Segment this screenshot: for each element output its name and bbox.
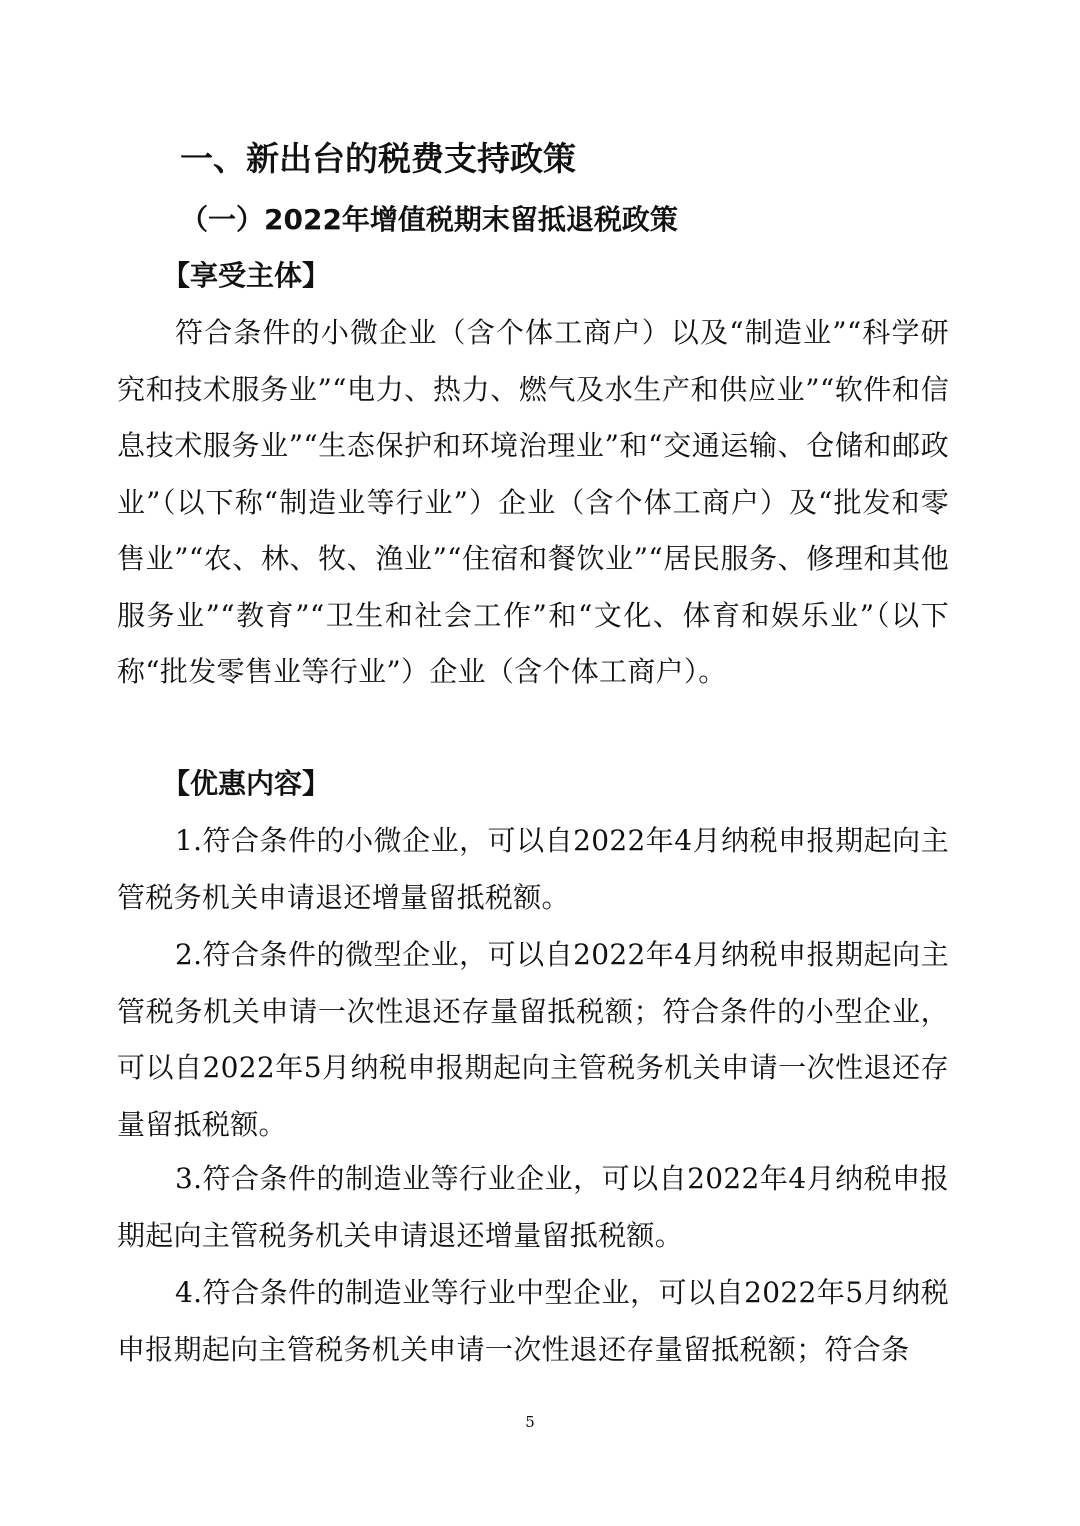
main-heading: 一、新出台的税费支持政策	[180, 139, 576, 178]
benefit-item-2: 2.符合条件的微型企业，可以自2022年4月纳税申报期起向主管税务机关申请一次性退还存量留抵税额；符合条件的小型企业，可以自2022年5月纳税申报期起向主管税务机关申请一次性退还存量留抵税额。	[117, 938, 949, 1141]
section-label-benefit: 【优惠内容】	[162, 767, 331, 800]
benefit-item-1: 1.符合条件的小微企业，可以自2022年4月纳税申报期起向主管税务机关申请退还增量留抵税额。	[117, 824, 949, 914]
page-number: 5	[525, 1413, 535, 1431]
benefit-item-3: 3.符合条件的制造业等行业企业，可以自2022年4月纳税申报期起向主管税务机关申请退还增量留抵税额。	[117, 1162, 949, 1252]
benefit-item-4: 4.符合条件的制造业等行业中型企业，可以自2022年5月纳税申报期起向主管税务机关申请一次性退还存量留抵税额；符合条	[117, 1276, 949, 1366]
sub-heading: （一）2022年增值税期末留抵退税政策	[180, 203, 678, 236]
subject-paragraph: 符合条件的小微企业（含个体工商户）以及“制造业”“科学研究和技术服务业”“电力、热力、燃气及水生产和供应业”“软件和信息技术服务业”“生态保护和环境治理业”和“交通运输、仓储和邮政业”（以下称“制造业等行业”）企业（含个体工商户）及“批发和零售业”“农、林、牧、渔业”“住宿和餐饮业”“居民服务、修理和其他服务业”“教育”“卫生和社会工作”和“文化、体育和娱乐业”（以下称“批发零售业等行业”）企业（含个体工商户）。	[117, 316, 949, 688]
section-label-subject: 【享受主体】	[162, 259, 331, 292]
